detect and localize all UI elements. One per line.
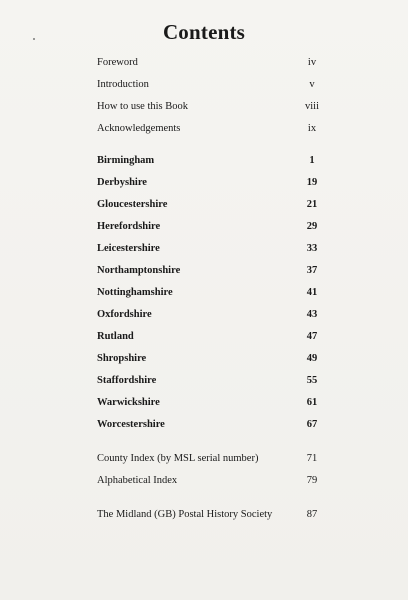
toc-entry-label: Introduction: [97, 79, 149, 90]
toc-entry-worcestershire: [97, 417, 327, 433]
toc-entry-society: [97, 507, 327, 523]
toc-entry-page: iv: [307, 57, 317, 68]
toc-entry-page: 79: [306, 475, 318, 486]
toc-entry-gloucestershire: [97, 197, 327, 213]
page-title: Contents: [162, 20, 246, 44]
toc-entry-herefordshire: [97, 219, 327, 235]
toc-entry-page: 37: [306, 265, 318, 276]
toc-entry-introduction: [97, 77, 327, 93]
toc-entry-page: 29: [306, 221, 318, 232]
toc-entry-nottinghamshire: [97, 285, 327, 301]
toc-entry-label: Oxfordshire: [97, 309, 152, 320]
toc-entry-label: How to use this Book: [97, 101, 189, 112]
toc-entry-page: 47: [306, 331, 318, 342]
toc-entry-page: ix: [307, 123, 317, 134]
toc-entry-rutland: [97, 329, 327, 345]
toc-entry-label: Foreword: [97, 57, 138, 68]
toc-entry-label: Herefordshire: [97, 221, 161, 232]
toc-entry-shropshire: [97, 351, 327, 367]
toc-entry-how-to-use: [97, 99, 327, 115]
toc-entry-foreword: [97, 55, 327, 71]
toc-entry-label: County Index (by MSL serial number): [97, 453, 259, 464]
toc-entry-page: 49: [306, 353, 318, 364]
toc-entry-page: 43: [306, 309, 318, 320]
toc-entry-county-index: [97, 451, 327, 467]
toc-entry-label: Alphabetical Index: [97, 475, 178, 486]
toc-entry-label: The Midland (GB) Postal History Society: [97, 509, 273, 520]
toc-entry-label: Derbyshire: [97, 177, 147, 188]
toc-entry-page: 71: [306, 453, 318, 464]
toc-entry-birmingham: [97, 153, 327, 169]
toc-entry-label: Staffordshire: [97, 375, 157, 386]
toc-entry-page: 41: [306, 287, 318, 298]
toc-entry-label: Rutland: [97, 331, 134, 342]
toc-entry-label: Shropshire: [97, 353, 147, 364]
toc-entry-page: 87: [306, 509, 318, 520]
toc-entry-label: Gloucestershire: [97, 199, 168, 210]
toc-entry-page: 67: [306, 419, 318, 430]
toc-entry-label: Warwickshire: [97, 397, 160, 408]
toc-entry-leicestershire: [97, 241, 327, 257]
toc-entry-staffordshire: [97, 373, 327, 389]
toc-entry-warwickshire: [97, 395, 327, 411]
toc-entry-derbyshire: [97, 175, 327, 191]
toc-entry-label: Northamptonshire: [97, 265, 181, 276]
toc-entry-label: Birmingham: [97, 155, 155, 166]
toc-entry-page: 61: [306, 397, 318, 408]
toc-entry-label: Nottinghamshire: [97, 287, 173, 298]
toc-entry-label: Leicestershire: [97, 243, 160, 254]
toc-entry-acknowledgements: [97, 121, 327, 137]
toc-entry-alphabetical-index: [97, 473, 327, 489]
toc-entry-page: 55: [306, 375, 318, 386]
toc-entry-oxfordshire: [97, 307, 327, 323]
toc-entry-page: v: [309, 79, 315, 90]
toc-entry-page: 1: [309, 155, 315, 166]
toc-entry-label: Worcestershire: [97, 419, 165, 430]
toc-entry-label: Acknowledgements: [97, 123, 181, 134]
toc-entry-page: viii: [304, 101, 319, 112]
toc-entry-northamptonshire: [97, 263, 327, 279]
toc-entry-page: 19: [306, 177, 318, 188]
toc-entry-page: 21: [306, 199, 318, 210]
toc-entry-page: 33: [306, 243, 318, 254]
